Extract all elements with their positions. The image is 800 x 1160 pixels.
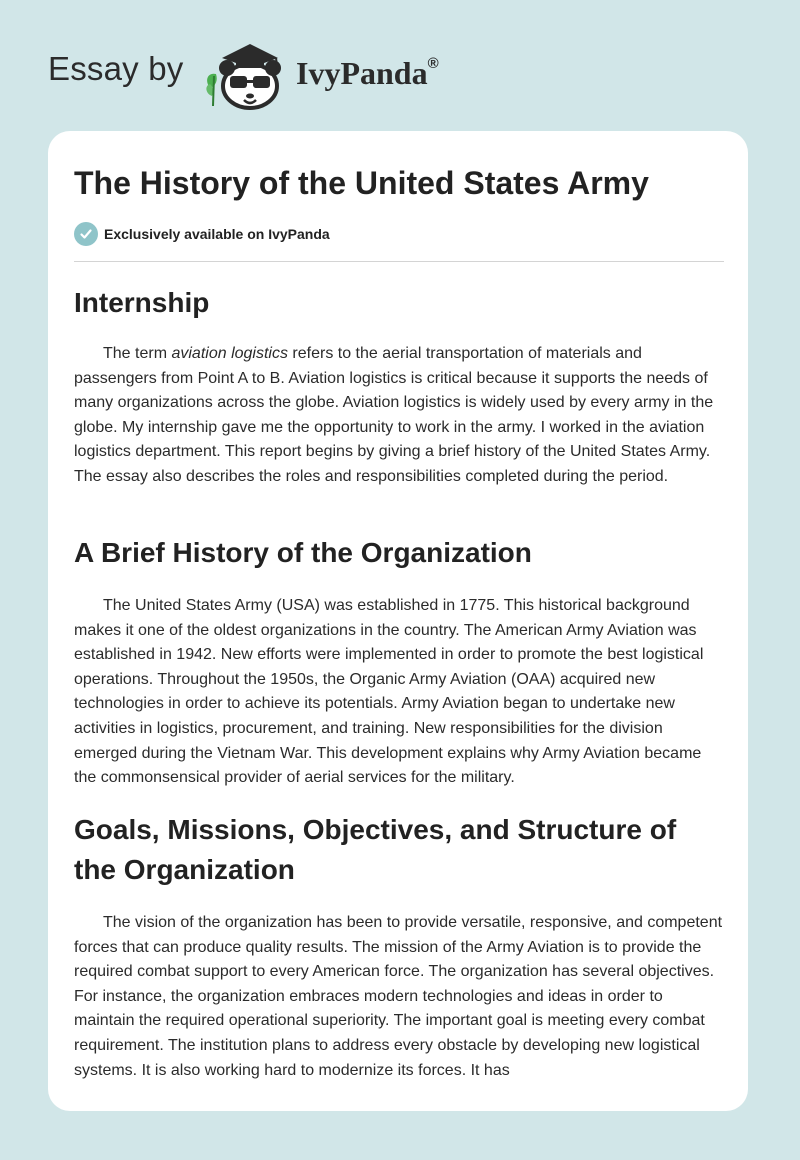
section-heading-history: A Brief History of the Organization	[74, 537, 532, 568]
check-icon	[74, 222, 98, 246]
paragraph-history: The United States Army (USA) was established in 1775. This historical background makes it one of the oldest organizations in the country. The American Army Aviation was established in 1942. New efforts were implemented in order to promote the best logistical operations. Throughout the 1950s, the Organic Army Aviation (OAA) acquired new technologies in order to achieve its potentials. Army Aviation began to undertake new activities in logistics, procurement, and training. New responsibilities for the division emerged during the Vietnam War. This development explains why Army Aviation became the commonsensical provider of aerial services for the military.	[74, 597, 704, 787]
essay-card	[48, 131, 748, 1111]
section-heading-internship: Internship	[74, 287, 210, 318]
paragraph-internship: The term aviation logistics refers to the aerial transportation of materials and passengers from Point A to B. Aviation logistics is critical because it supports the needs of many organizations across the globe. Aviation logistics is widely used by every army in the globe. My internship gave me the opportunity to work in the army. I worked in the aviation logistics department. This report begins by giving a brief history of the United States Army. The essay also describes the roles and responsibilities completed during the period.	[74, 345, 714, 485]
badge-label: Exclusively available on IvyPanda	[104, 226, 330, 242]
exclusive-badge	[74, 221, 330, 247]
brand-name[interactable]: IvyPanda®	[296, 55, 439, 91]
site-header	[0, 0, 800, 130]
panda-graduate-icon[interactable]	[200, 36, 296, 110]
paragraph-goals: The vision of the organization has been to provide versatile, responsive, and competent forces that can produce quality results. The mission of the Army Aviation is to provide the required combat support to every American force. The organization has several objectives. For instance, the organization embraces modern technologies and ideas in order to maintain the required operational superiority. The important goal is meeting every combat requirement. The institution plans to address every obstacle by developing new logistical systems. It is also working hard to modernize its forces. It has	[74, 914, 723, 1079]
brand-prefix: Essay by	[48, 50, 184, 87]
divider	[74, 261, 724, 262]
page-title: The History of the United States Army	[74, 165, 649, 201]
section-heading-goals: Goals, Missions, Objectives, and Structure of the Organization	[74, 814, 677, 885]
